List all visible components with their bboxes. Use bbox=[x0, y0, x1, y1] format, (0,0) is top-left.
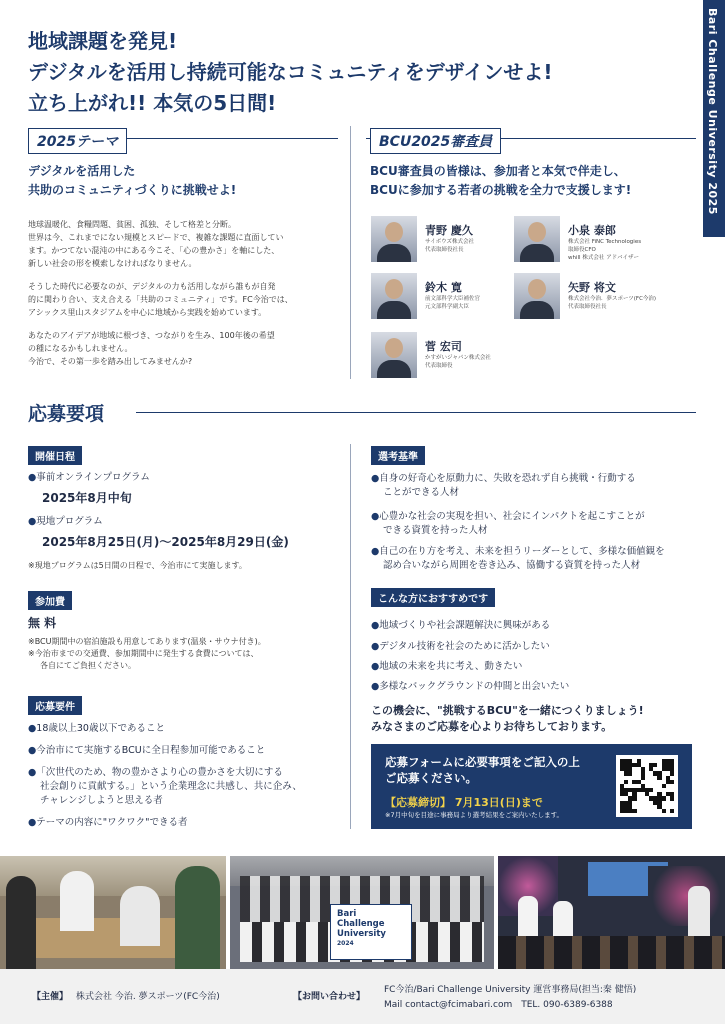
qr-module bbox=[649, 788, 653, 792]
contact-details[interactable]: Mail contact@fcimabari.com TEL. 090-6389-6388 bbox=[384, 1000, 613, 1010]
banner-flag bbox=[330, 904, 412, 960]
bullet-icon: ● bbox=[371, 641, 380, 652]
text-line: かすがいジャパン株式会社 bbox=[425, 355, 491, 361]
qr-module bbox=[628, 771, 632, 775]
judge-name: 鈴木 寛 bbox=[425, 281, 462, 294]
text-line: 2024 bbox=[337, 940, 354, 947]
qr-module bbox=[670, 809, 674, 813]
headline-line: 地域課題を発見! bbox=[28, 29, 178, 53]
qr-module bbox=[670, 771, 674, 775]
headline-line: デジタルを活用し持続可能なコミュニティをデザインせよ! bbox=[28, 60, 553, 84]
text-line: 元文部科学副大臣 bbox=[425, 304, 470, 310]
closing-message bbox=[371, 703, 644, 735]
bullet-icon: ● bbox=[28, 516, 37, 527]
list-item bbox=[371, 545, 701, 573]
text-line: 今治で、その第一歩を踏み出してみませんか? bbox=[28, 357, 193, 366]
qr-module bbox=[624, 780, 628, 784]
text-line: 現地プログラム bbox=[36, 516, 103, 527]
bullet-icon: ● bbox=[28, 817, 37, 828]
requirements-label: 応募要件 bbox=[28, 696, 82, 715]
judge-title bbox=[568, 238, 641, 262]
judge-title bbox=[425, 295, 480, 311]
text-line: 前文部科学大臣補佐官 bbox=[425, 296, 481, 302]
text-line: そうした時代に必要なのが、デジタルの力も活用しながら誰もが自発 bbox=[28, 282, 276, 291]
text-line: 地域の未来を共に考え、動きたい bbox=[379, 661, 523, 672]
group-photo bbox=[230, 856, 494, 969]
judge-title bbox=[568, 295, 656, 311]
qr-module bbox=[632, 796, 636, 800]
theme-paragraph bbox=[28, 218, 343, 270]
organizer: 株式会社 今治. 夢スポーツ(FC今治) bbox=[76, 992, 220, 1002]
side-banner-text: Bari Challenge University 2025 bbox=[706, 8, 719, 215]
judge-photo bbox=[371, 216, 417, 262]
text-line: 世界は今、これまでにない規模とスピードで、複雑な課題に直面してい bbox=[28, 233, 284, 242]
text-line: ことができる人材 bbox=[383, 487, 460, 498]
text-line: 取締役CFO bbox=[568, 247, 596, 253]
schedule-label: 開催日程 bbox=[28, 446, 82, 465]
text-line: 「次世代のため、物の豊かさより心の豊かさを大切にする bbox=[36, 767, 283, 778]
text-line: ※BCU期間中の宿泊施設も用意してあります(温泉・サウナ付き)。 bbox=[28, 637, 266, 646]
text-line: 各自にてご負担ください。 bbox=[40, 661, 136, 670]
qr-module bbox=[662, 796, 666, 800]
qr-module bbox=[657, 776, 661, 780]
onsite-date: 2025年8月25日(月)〜2025年8月29日(金) bbox=[42, 535, 289, 549]
text-line: 18歳以上30歳以下であること bbox=[36, 723, 165, 734]
bullet-icon: ● bbox=[28, 723, 37, 734]
judge-title bbox=[425, 354, 491, 370]
list-item bbox=[371, 472, 701, 500]
text-line: 自身の好奇心を原動力に、失敗を恐れず自ら挑戦・行動する bbox=[379, 473, 636, 484]
list-item bbox=[28, 766, 348, 808]
text-line: 認め合いながら周囲を巻き込み、協働する資質を持った人材 bbox=[383, 560, 641, 571]
judges-label: BCU2025審査員 bbox=[370, 128, 501, 154]
bullet-icon: ● bbox=[371, 546, 380, 557]
judges-subhead bbox=[370, 162, 700, 200]
qr-module bbox=[670, 796, 674, 800]
judge-photo bbox=[514, 216, 560, 262]
text-line: 心豊かな社会の実現を担い、社会にインパクトを起こすことが bbox=[379, 511, 645, 522]
text-line: テーマの内容に"ワクワク"できる者 bbox=[36, 817, 188, 828]
text-line: できる資質を持った人材 bbox=[383, 525, 488, 536]
side-banner bbox=[703, 0, 725, 237]
text-line: 株式会社今治．夢スポーツ(FC今治) bbox=[568, 296, 657, 302]
text-line: この機会に、"挑戦するBCU"を一緒につくりましょう! bbox=[371, 704, 644, 717]
judge-name: 菅 宏司 bbox=[425, 340, 462, 353]
text-line: whill 株式会社 アドバイザー bbox=[568, 255, 639, 261]
text-line: ます。かつてない混沌の中にある今こそ、「心の豊かさ」を軸にした、 bbox=[28, 246, 280, 255]
cta-note: ※7月中旬を目途に事務局より選考結果をご案内いたします。 bbox=[385, 811, 564, 819]
judges-subhead-line: BCU審査員の皆様は、参加者と本気で伴走し、 bbox=[370, 164, 626, 178]
fee-label: 参加費 bbox=[28, 591, 72, 610]
list-item bbox=[371, 510, 701, 538]
text-line: あなたのアイデアが地域に根づき、つながりを生み、100年後の希望 bbox=[28, 331, 275, 340]
headline-line: 立ち上がれ!! 本気の5日間! bbox=[28, 91, 277, 115]
text-line: デジタル技術を社会のために活かしたい bbox=[379, 641, 550, 652]
list-item bbox=[371, 660, 522, 674]
list-item bbox=[28, 816, 188, 830]
online-date: 2025年8月中旬 bbox=[42, 491, 132, 505]
text-line: 今治市にて実施するBCUに全日程参加可能であること bbox=[36, 745, 266, 756]
recommend-label: こんな方におすすめです bbox=[371, 588, 495, 607]
organizer-label: 【主催】 bbox=[32, 992, 69, 1002]
list-item bbox=[371, 640, 550, 654]
bullet-icon: ● bbox=[371, 661, 380, 672]
text-line: 応募フォームに必要事項をご記入の上 bbox=[385, 755, 580, 769]
deadline: 【応募締切】 7月13日(日)まで bbox=[385, 796, 543, 809]
qr-module bbox=[653, 763, 657, 767]
text-line: みなさまのご応募を心よりお待ちしております。 bbox=[371, 720, 613, 733]
theme-subhead bbox=[28, 162, 338, 200]
contact-office: FC今治/Bari Challenge University 運営事務局(担当:秦 健悟) bbox=[384, 985, 637, 995]
judge-photo bbox=[371, 273, 417, 319]
bullet-icon: ● bbox=[371, 681, 380, 692]
text-line: 新しい社会の形を模索しなければなりません。 bbox=[28, 259, 197, 268]
application-title: 応募要項 bbox=[28, 403, 105, 425]
bullet-icon: ● bbox=[371, 473, 380, 484]
qr-module bbox=[641, 776, 645, 780]
text-line: 代表取締役社長 bbox=[568, 304, 607, 310]
bullet-icon: ● bbox=[28, 472, 37, 483]
text-line: Challenge bbox=[337, 919, 385, 929]
list-item bbox=[28, 471, 150, 485]
bullet-icon: ● bbox=[28, 767, 37, 778]
judge-name: 青野 慶久 bbox=[425, 224, 473, 237]
judge-photo bbox=[371, 332, 417, 378]
text-line: 地球温暖化、食糧問題、貧困、孤独、そして格差と分断。 bbox=[28, 220, 236, 229]
text-line: 事前オンラインプログラム bbox=[36, 472, 150, 483]
text-line: 自己の在り方を考え、未来を担うリーダーとして、多様な価値観を bbox=[379, 546, 665, 557]
text-line: 株式会社 FiNC Technologies bbox=[568, 239, 642, 245]
theme-subhead-line: デジタルを活用した bbox=[28, 164, 136, 178]
judge-name: 矢野 将文 bbox=[568, 281, 616, 294]
text-line: 代表取締役 bbox=[425, 363, 453, 369]
application-cta-box[interactable] bbox=[371, 744, 692, 829]
text-line: 社会創りに貢献する。」という企業理念に共感し、共に企み、 bbox=[40, 781, 302, 792]
text-line: アシックス里山スタジアムを中心に地域から実践を始めています。 bbox=[28, 308, 267, 317]
text-line: 地域づくりや社会課題解決に興味がある bbox=[379, 620, 551, 631]
list-item bbox=[371, 680, 569, 694]
bullet-icon: ● bbox=[28, 745, 37, 756]
judges-subhead-line: BCUに参加する若者の挑戦を全力で支援します! bbox=[370, 183, 632, 197]
cta-text bbox=[385, 754, 580, 786]
theme-subhead-line: 共助のコミュニティづくりに挑戦せよ! bbox=[28, 183, 237, 197]
bullet-icon: ● bbox=[371, 511, 380, 522]
fee-notes bbox=[28, 636, 343, 672]
text-line: 的に関わり合い、支え合える「共助のコミュニティ」です。FC今治では、 bbox=[28, 295, 293, 304]
judge-title bbox=[425, 238, 474, 254]
schedule-note: ※現地プログラムは5日間の日程で、今治市にて実施します。 bbox=[28, 561, 247, 570]
list-item bbox=[371, 619, 550, 633]
list-item bbox=[28, 744, 265, 758]
text-line: University bbox=[337, 929, 386, 939]
text-line: サイボウズ株式会社 bbox=[425, 239, 474, 245]
event-photo bbox=[0, 856, 226, 969]
theme-body bbox=[28, 218, 343, 378]
column-divider bbox=[350, 126, 351, 379]
qr-module bbox=[670, 780, 674, 784]
theme-label: 2025テーマ bbox=[28, 128, 127, 154]
qr-module bbox=[662, 784, 666, 788]
qr-module bbox=[632, 809, 636, 813]
list-item bbox=[28, 722, 165, 736]
text-line: ※今治市までの交通費、参加期間中に発生する食費については、 bbox=[28, 649, 259, 658]
text-line: 多様なバックグラウンドの仲間と出会いたい bbox=[379, 681, 570, 692]
criteria-label: 選考基準 bbox=[371, 446, 425, 465]
text-line: 代表取締役社長 bbox=[425, 247, 464, 253]
headline bbox=[28, 26, 688, 119]
text-line: の種になるかもしれません。 bbox=[28, 344, 133, 353]
presentation-photo bbox=[498, 856, 725, 969]
bullet-icon: ● bbox=[371, 620, 380, 631]
theme-paragraph bbox=[28, 280, 343, 319]
qr-module bbox=[662, 809, 666, 813]
qr-code-icon[interactable] bbox=[616, 755, 678, 817]
text-line: Bari bbox=[337, 909, 357, 919]
theme-paragraph bbox=[28, 329, 343, 368]
divider bbox=[136, 412, 696, 413]
text-line: ご応募ください。 bbox=[385, 771, 477, 785]
judge-name: 小泉 泰郎 bbox=[568, 224, 616, 237]
contact-label: 【お問い合わせ】 bbox=[293, 992, 366, 1002]
judge-photo bbox=[514, 273, 560, 319]
list-item bbox=[28, 515, 103, 529]
text-line: チャレンジしようと思える者 bbox=[40, 795, 163, 806]
footer bbox=[0, 969, 725, 1024]
fee-value: 無 料 bbox=[28, 616, 57, 630]
column-divider bbox=[350, 444, 351, 829]
